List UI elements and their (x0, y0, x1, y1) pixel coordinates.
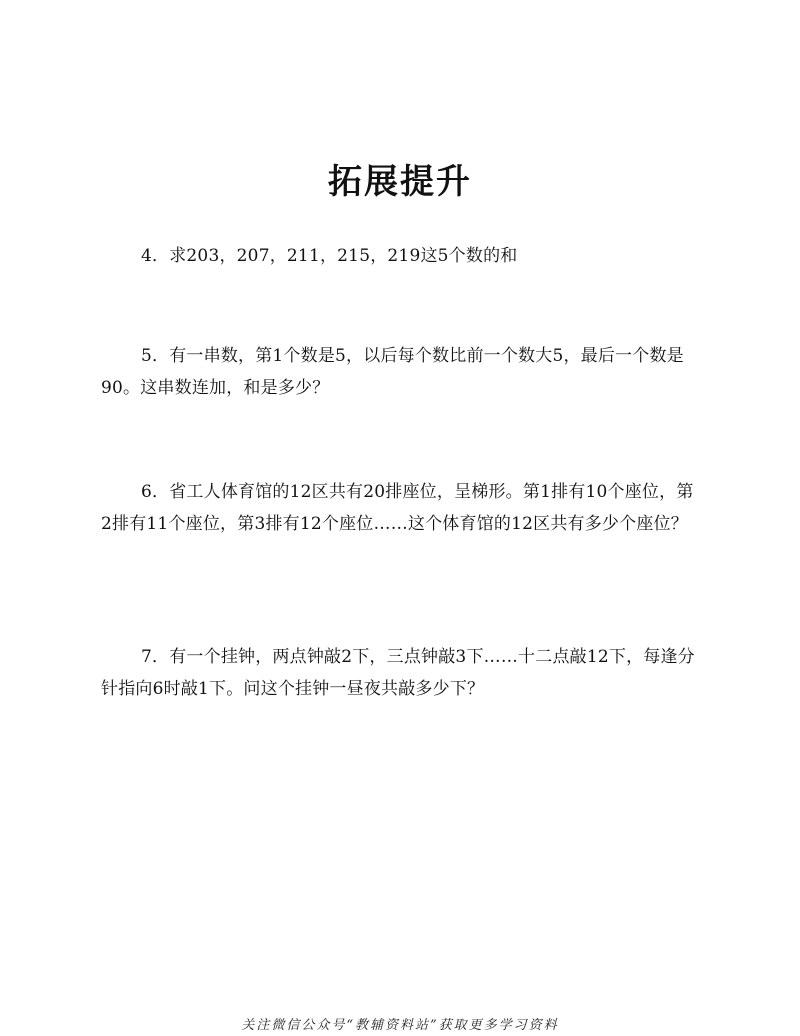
question-4: 4．求203，207，211，215，219这5个数的和 (141, 246, 518, 266)
page-title: 拓展提升 (328, 162, 472, 202)
footer-note: 关注微信公众号“教辅资料站”获取更多学习资料 (241, 1018, 559, 1033)
question-5: 5．有一串数，第1个数是5，以后每个数比前一个数大5，最后一个数是90。这串数连加，和是多少？ (101, 346, 684, 398)
question-6: 6．省工人体育馆的12区共有20排座位，呈梯形。第1排有10个座位，第2排有11个座位，第3排有12个座位……这个体育馆的12区共有多少个座位？ (101, 482, 694, 534)
question-7: 7．有一个挂钟，两点钟敲2下，三点钟敲3下……十二点敲12下，每逢分针指向6时敲1下。问这个挂钟一昼夜共敲多少下？ (101, 647, 695, 699)
